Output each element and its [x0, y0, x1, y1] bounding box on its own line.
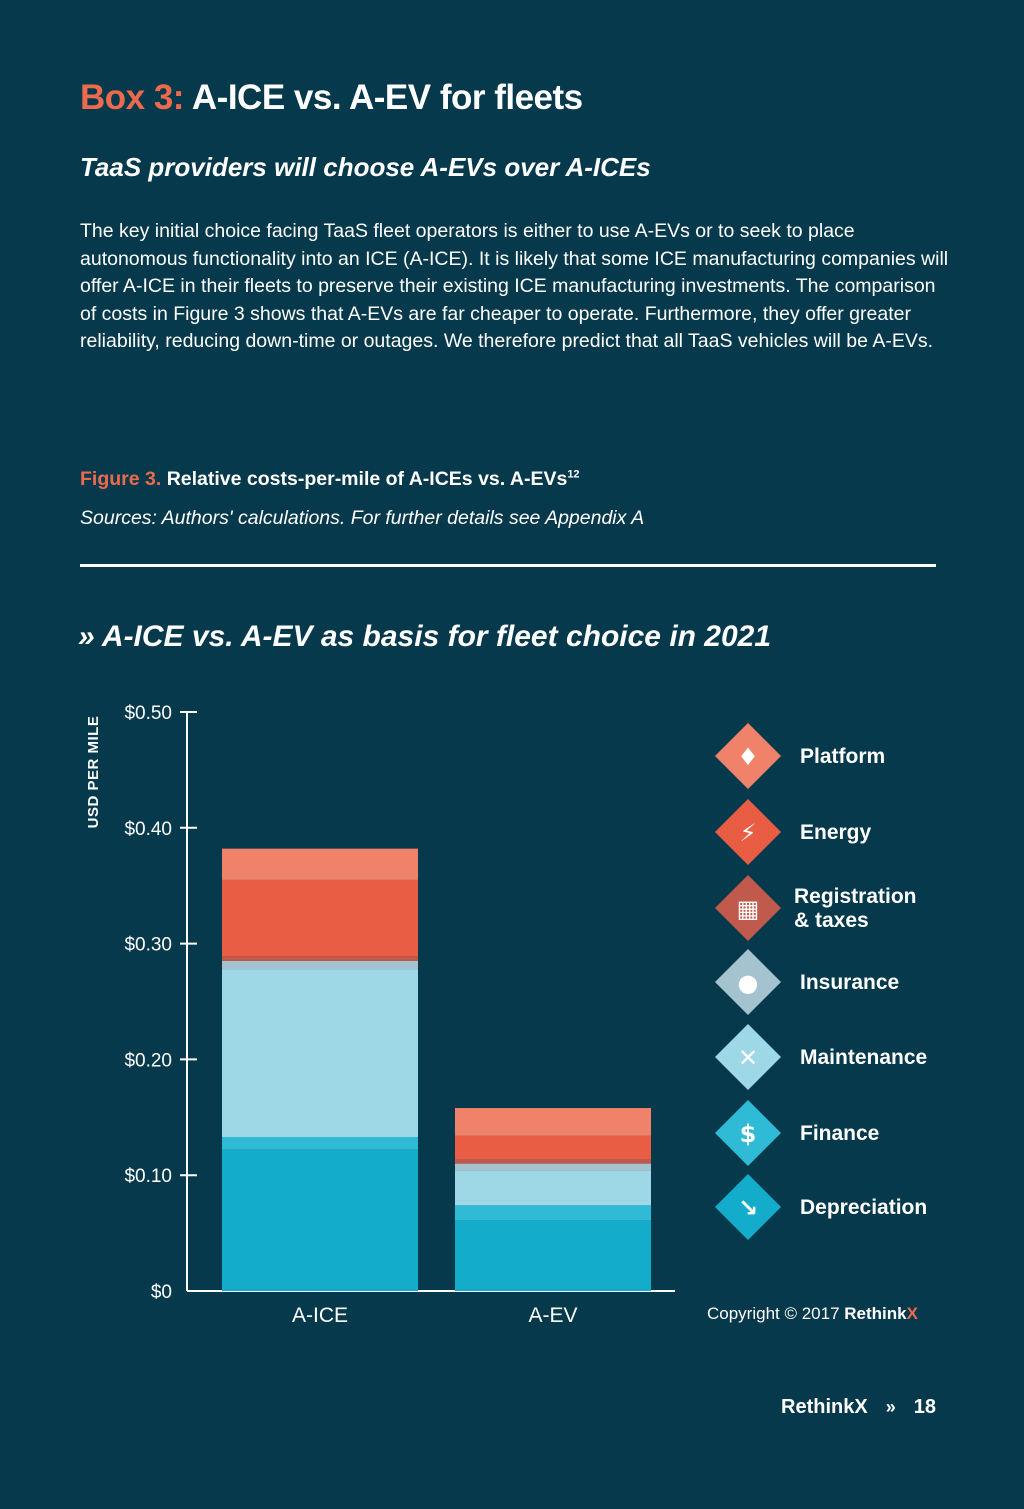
registration-icon-glyph: ▦	[736, 895, 760, 923]
legend-label: Maintenance	[800, 1046, 928, 1069]
legend-label: Depreciation	[800, 1196, 928, 1219]
x-tick-label: A-EV	[528, 1304, 578, 1327]
platform-icon-glyph: ♦	[737, 743, 759, 771]
y-tick-label: $0.20	[124, 1050, 172, 1072]
figure-footnote: 12	[567, 468, 580, 481]
insurance-icon-glyph: ●	[737, 969, 759, 997]
y-tick-label: $0	[150, 1282, 172, 1303]
copyright-text: Copyright © 2017	[707, 1304, 840, 1323]
figure-caption	[80, 468, 580, 491]
y-axis-label: USD PER MILE	[85, 715, 102, 829]
footer-separator: »	[885, 1397, 896, 1417]
y-tick-label: $0.10	[124, 1166, 172, 1188]
bar-segment-insurance	[222, 961, 418, 969]
legend-label: Finance	[800, 1122, 880, 1145]
footer-brand: RethinkX	[781, 1396, 868, 1418]
depreciation-icon-glyph: ↘	[737, 1194, 759, 1222]
maintenance-icon-glyph: ✕	[737, 1044, 759, 1072]
bar-segment-registration-taxes	[455, 1159, 651, 1164]
figure-caption-text: Relative costs-per-mile of A-ICEs vs. A-EVs	[166, 468, 568, 490]
legend-label: Energy	[800, 821, 872, 844]
page-footer	[781, 1396, 936, 1419]
figure-label: Figure 3.	[80, 468, 162, 490]
y-tick-label: $0.30	[124, 934, 172, 956]
y-tick-label: $0.40	[124, 818, 172, 840]
bar-segment-finance	[222, 1137, 418, 1150]
box-label: Box 3:	[80, 78, 184, 117]
y-tick-label: $0.50	[124, 703, 172, 724]
box-subtitle: TaaS providers will choose A-EVs over A-ICEs	[80, 152, 651, 182]
bar-segment-insurance	[455, 1164, 651, 1171]
divider-rule	[80, 564, 936, 567]
bar-segment-maintenance	[222, 969, 418, 1137]
chart-title: » A-ICE vs. A-EV as basis for fleet choice in 2021	[78, 620, 772, 653]
copyright	[707, 1304, 918, 1324]
copyright-brand-name: Rethink	[844, 1304, 907, 1323]
copyright-brand	[844, 1304, 918, 1323]
box-title-text: A-ICE vs. A-EV for fleets	[191, 78, 583, 117]
body-paragraph: The key initial choice facing TaaS fleet operators is either to use A-EVs or to seek to place autonomous functionality into an ICE (A-ICE). It is likely that some ICE manufacturing companies will offer A-ICE in their fleets to preserve their existing ICE manufacturing investments. The comparison of costs in Figure 3 shows that A-EVs are far cheaper to operate. Furthermore, they offer greater reliability, reducing down-time or outages. We therefore predict that all TaaS vehicles will be A-EVs.	[80, 220, 949, 352]
copyright-brand-x: X	[906, 1304, 918, 1323]
bar-segment-depreciation	[222, 1150, 418, 1291]
figure-sources: Sources: Authors' calculations. For further details see Appendix A	[80, 507, 645, 529]
bar-segment-energy	[455, 1136, 651, 1159]
bar-segment-maintenance	[455, 1171, 651, 1206]
bar-segment-registration-taxes	[222, 956, 418, 961]
stacked-bar-chart	[0, 690, 1024, 1340]
finance-icon-glyph: $	[739, 1120, 757, 1148]
legend-label: Platform	[800, 745, 886, 768]
bar-segment-energy	[222, 880, 418, 956]
bar-segment-platform	[222, 849, 418, 880]
box-title	[80, 78, 583, 118]
legend-label: Registration	[794, 885, 917, 908]
bar-segment-platform	[455, 1108, 651, 1136]
bar-segment-depreciation	[455, 1220, 651, 1291]
x-tick-label: A-ICE	[291, 1304, 349, 1327]
page-number: 18	[913, 1396, 936, 1418]
energy-icon-glyph: ⚡	[739, 819, 757, 847]
bar-segment-finance	[455, 1205, 651, 1220]
legend-label: & taxes	[794, 909, 869, 932]
legend-label: Insurance	[800, 971, 900, 994]
